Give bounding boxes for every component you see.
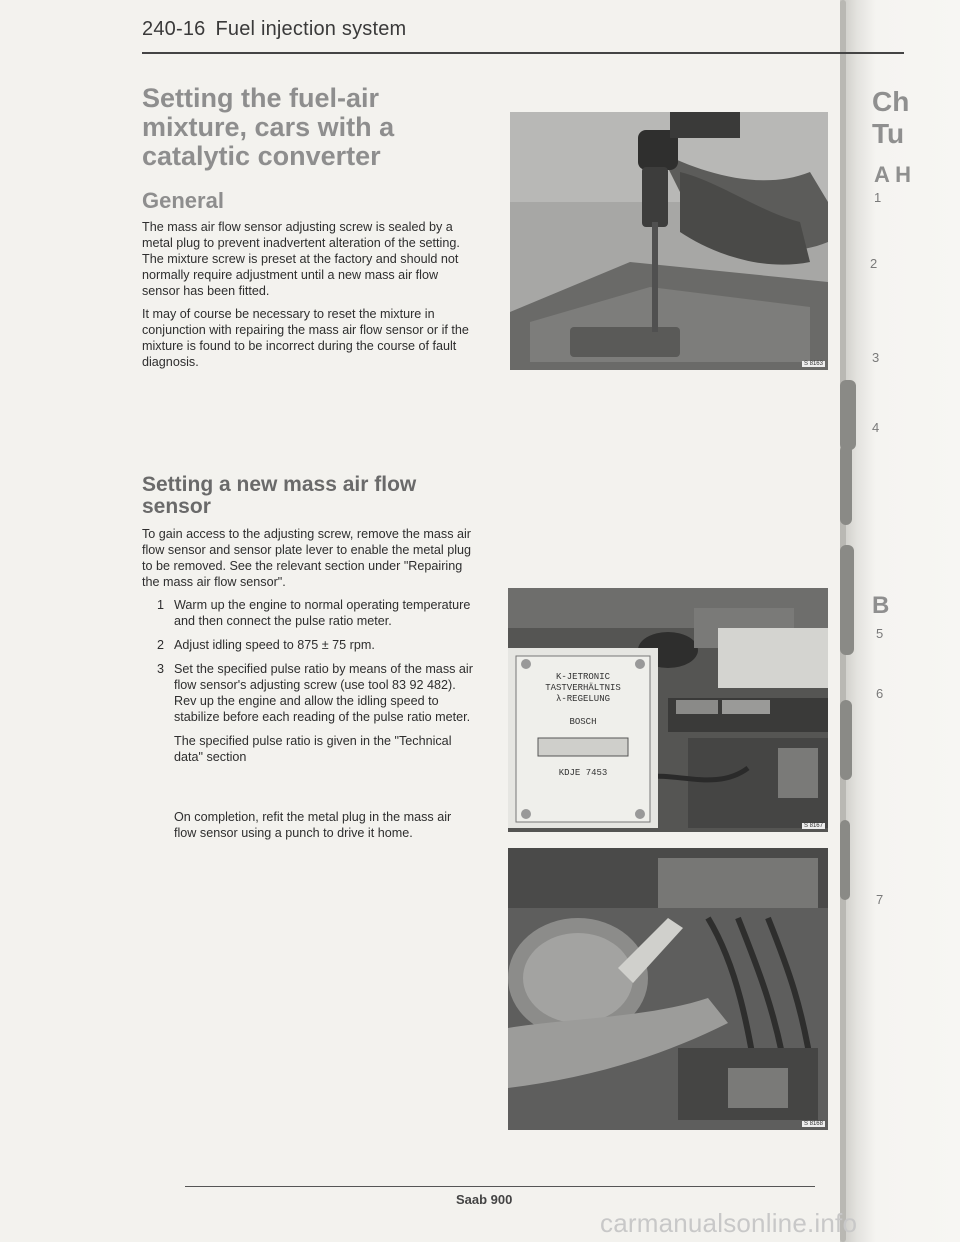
new-sensor-section bbox=[142, 474, 477, 848]
facing-item-number: 1 bbox=[874, 190, 882, 205]
facing-heading-fragment: B bbox=[872, 592, 890, 619]
step-list bbox=[142, 597, 477, 725]
facing-title-fragment: Ch bbox=[872, 86, 910, 117]
general-section bbox=[142, 84, 477, 377]
header-rule bbox=[142, 52, 904, 54]
step-item bbox=[142, 597, 477, 629]
step-text: Adjust idling speed to 875 ± 75 rpm. bbox=[174, 638, 375, 652]
photo-code: S 8167 bbox=[803, 823, 823, 829]
meter-line: λ-REGELUNG bbox=[555, 694, 610, 704]
meter-maker: BOSCH bbox=[569, 717, 597, 727]
facing-item-number: 4 bbox=[872, 420, 880, 435]
new-sensor-heading: Setting a new mass air flow sensor bbox=[142, 473, 417, 518]
step-number: 3 bbox=[156, 662, 164, 676]
step-number: 2 bbox=[156, 638, 164, 652]
photo-pulse-ratio-meter bbox=[508, 588, 828, 832]
binding-mark bbox=[840, 820, 850, 900]
footer-model: Saab 900 bbox=[456, 1192, 513, 1207]
step-item bbox=[142, 637, 477, 653]
step-text: Warm up the engine to normal operating temperature and then connect the pulse ratio meter. bbox=[174, 598, 471, 628]
binding-mark bbox=[840, 380, 856, 450]
facing-item-number: 3 bbox=[872, 350, 880, 365]
binding-mark bbox=[840, 545, 854, 655]
watermark: carmanualsonline.info bbox=[600, 1208, 858, 1238]
page-number: 240-16 bbox=[142, 18, 206, 40]
meter-model: KDJE 7453 bbox=[558, 768, 608, 778]
facing-subheading-fragment: A H bbox=[874, 162, 912, 187]
photo-code: S 8163 bbox=[803, 361, 823, 367]
facing-item-number: 7 bbox=[876, 892, 884, 907]
pulse-ratio-note: The specified pulse ratio is given in the "Technical data" section bbox=[174, 734, 452, 764]
facing-item-number: 6 bbox=[876, 686, 884, 701]
meter-line: TASTVERHÄLTNIS bbox=[545, 683, 621, 693]
facing-page-strip bbox=[840, 0, 960, 1242]
step-number: 1 bbox=[156, 598, 164, 612]
photo-refit-metal-plug bbox=[508, 848, 828, 1130]
new-sensor-intro: To gain access to the adjusting screw, remove the mass air flow sensor and sensor plate lever to enable the metal plug to be removed. See the relevant section under "Repairing the mass air flow sensor". bbox=[142, 527, 472, 589]
step-item bbox=[142, 661, 477, 725]
completion-paragraph: On completion, refit the metal plug in the mass air flow sensor using a punch to drive it home. bbox=[174, 810, 452, 840]
footer-rule bbox=[185, 1186, 815, 1187]
facing-item-number: 5 bbox=[876, 626, 884, 641]
meter-label bbox=[508, 672, 658, 779]
facing-title-fragment: Tu bbox=[872, 118, 905, 149]
binding-mark bbox=[840, 700, 852, 780]
photo-code: S 8168 bbox=[803, 1121, 823, 1127]
facing-item-number: 2 bbox=[870, 256, 878, 271]
step-text: Set the specified pulse ratio by means of the mass air flow sensor's adjusting screw (use tool 83 92 482). Rev up the engine and allow the idling speed to stabilize before each reading of the pulse ratio meter. bbox=[174, 662, 473, 724]
general-heading: General bbox=[142, 188, 224, 213]
photo-punch-on-sensor bbox=[510, 112, 828, 370]
section-title: Setting the fuel-air mixture, cars with a catalytic converter bbox=[142, 83, 395, 171]
general-paragraph: It may of course be necessary to reset the mixture in conjunction with repairing the mass air flow sensor or if the mixture is found to be incorrect during the course of fault diagnosis. bbox=[142, 307, 469, 369]
binding-mark bbox=[840, 445, 852, 525]
chapter-title: Fuel injection system bbox=[215, 18, 407, 40]
photo-illustration bbox=[510, 112, 828, 370]
photo-illustration bbox=[508, 848, 828, 1130]
running-header bbox=[142, 18, 406, 41]
general-paragraph: The mass air flow sensor adjusting screw is sealed by a metal plug to prevent inadvertent alteration of the setting. The mixture screw is preset at the factory and should not normally require adjustment until a new mass air flow sensor has been fitted. bbox=[142, 220, 460, 298]
meter-brand: K-JETRONIC bbox=[555, 672, 610, 682]
